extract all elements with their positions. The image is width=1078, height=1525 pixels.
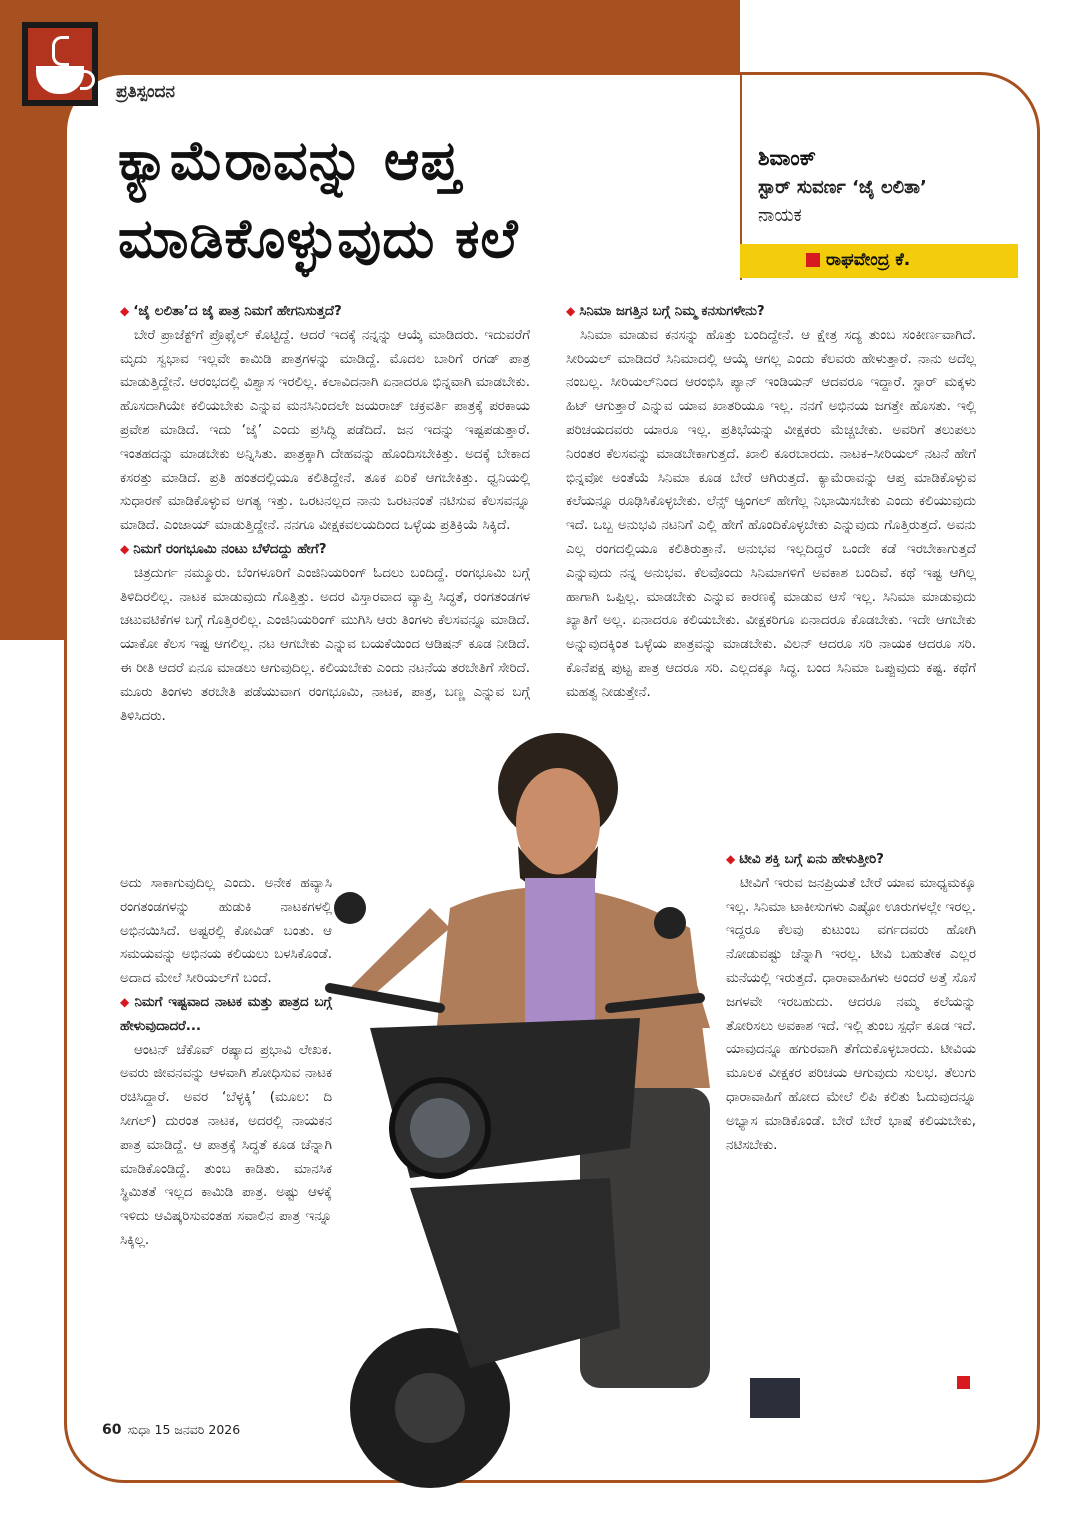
question-5: ◆ ಟೀವಿ ಶಕ್ತಿ ಬಗ್ಗೆ ಏನು ಹೇಳುತ್ತೀರಿ? xyxy=(726,852,884,867)
diamond-bullet-icon: ◆ xyxy=(566,304,576,318)
section-label: ಪ್ರತಿಸ್ಪಂದನ xyxy=(116,82,175,102)
column-2 xyxy=(566,300,976,705)
answer-2-continued: ಅದು ಸಾಕಾಗುವುದಿಲ್ಲ ಎಂದು. ಅನೇಕ ಹವ್ಯಾಸಿ ರಂಗತಂಡಗಳನ್ನು ಹುಡುಕಿ ನಾಟಕಗಳಲ್ಲಿ ಅಭಿನಯಿಸಿದೆ. ಅಷ್ಟರಲ್ಲಿ ಕೋವಿಡ್ ಬಂತು. ಆ ಸಮಯವನ್ನು ಅಭಿನಯ ಕಲಿಯಲು ಬಳಸಿಕೊಂಡೆ. ಅದಾದ ಮೇಲೆ ಸೀರಿಯಲ್‌ಗೆ ಬಂದೆ. xyxy=(120,876,332,987)
diamond-bullet-icon: ◆ xyxy=(726,852,736,866)
question-4: ◆ ಸಿನಿಮಾ ಜಗತ್ತಿನ ಬಗ್ಗೆ ನಿಮ್ಮ ಕನಸುಗಳೇನು? xyxy=(566,304,765,319)
end-mark-icon xyxy=(957,1376,970,1389)
author-bar xyxy=(740,244,1018,278)
diamond-bullet-icon: ◆ xyxy=(120,304,130,318)
coffee-cup-icon xyxy=(36,66,84,94)
diamond-bullet-icon: ◆ xyxy=(120,541,130,556)
diamond-bullet-icon: ◆ xyxy=(120,994,131,1009)
interviewee-role-2: ನಾಯಕ xyxy=(758,205,802,226)
question-2: ◆ ನಿಮಗೆ ರಂಗಭೂಮಿ ನಂಟು ಬೆಳೆದದ್ದು ಹೇಗೆ? xyxy=(120,541,327,557)
steam-icon xyxy=(52,36,69,66)
byline xyxy=(758,144,1018,230)
answer-4: ಸಿನಿಮಾ ಮಾಡುವ ಕನಸನ್ನು ಹೊತ್ತು ಬಂದಿದ್ದೇನೆ. ಆ ಕ್ಷೇತ್ರ ಸದ್ಯ ತುಂಬ ಸಂಕೀರ್ಣವಾಗಿದೆ. ಸೀರಿಯಲ್ ಮಾಡಿದರೆ ಸಿನಿಮಾದಲ್ಲಿ ಆಯ್ಕೆ ಆಗಲ್ಲ ಎಂದು ಕೆಲವರು ಹೇಳುತ್ತಾರೆ. ನಾನು ಅದೆಲ್ಲ ನಂಬಲ್ಲ. ಸೀರಿಯಲ್‌ನಿಂದ ಆರಂಭಿಸಿ ಪ್ಯಾನ್ ಇಂಡಿಯನ್ ಆದವರೂ ಇದ್ದಾರೆ. ಸ್ಟಾರ್ ಮಕ್ಕಳು ಹಿಟ್ ಆಗುತ್ತಾರೆ ಎನ್ನುವ ಯಾವ ಖಾತರಿಯೂ ಇಲ್ಲ. ನನಗೆ ಅಭಿನಯ ಜಗತ್ತೇ ಹೊಸತು. ಇಲ್ಲಿ ಪರಿಚಯದವರು ಯಾರೂ ಇಲ್ಲ. ಪ್ರತಿಭೆಯನ್ನು ವೀಕ್ಷಕರು ಮೆಚ್ಚಬೇಕು. ಅವರಿಗೆ ತಲುಪಲು ನಿರಂತರ ಕೆಲಸವನ್ನು ಮಾಡಬೇಕಾಗುತ್ತದೆ. ಖಾಲಿ ಕೂರಬಾರದು. ನಾಟಕ–ಸೀರಿಯಲ್ ನಟನೆ ಹೇಗೆ ಭಿನ್ನವೋ ಅಂತೆಯೆ ಸಿನಿಮಾ ಕೂಡ ಬೇರೆ ಆಗಿರುತ್ತದೆ. ಕ್ಯಾಮೆರಾವನ್ನು ಆಪ್ತ ಮಾಡಿಕೊಳ್ಳುವ ಕಲೆಯನ್ನೂ ರೂಢಿಸಿಕೊಳ್ಳಬೇಕು. ಲೆನ್ಸ್ ಆ್ಯಂಗಲ್ ಹೇಗೆಲ್ಲ ನಿಭಾಯಿಸಬೇಕು ಎಂದು ಕಲಿಯುವುದು ಇದೆ. ಒಬ್ಬ ಅನುಭವಿ ನಟನಿಗೆ ಎಲ್ಲಿ ಹೇಗೆ ಹೊಂದಿಕೊಳ್ಳಬೇಕು ಎನ್ನುವುದು ಗೊತ್ತಿರುತ್ತದೆ. ಅವನು ಎಲ್ಲ ರಂಗದಲ್ಲಿಯೂ ಕಲಿತಿರುತ್ತಾನೆ. ಅನುಭವ ಇಲ್ಲದಿದ್ದರೆ ಒಂದೇ ಕಡೆ ಇರಬೇಕಾಗುತ್ತದೆ ಎನ್ನುವುದು ನನ್ನ ಅನುಭವ. ಕೆಲವೊಂದು ಸಿನಿಮಾಗಳಿಗೆ ಅವಕಾಶ ಬಂದಿವೆ. ಕಥೆ ಇಷ್ಟ ಆಗಿಲ್ಲ ಹಾಗಾಗಿ ಒಪ್ಪಿಲ್ಲ. ಮಾಡಬೇಕು ಎನ್ನುವ ಕಾರಣಕ್ಕೆ ಮಾಡುವ ಆಸೆ ಇಲ್ಲ. ಸಿನಿಮಾ ಮಾಡುವುದು ಖ್ಯಾತಿಗೆ ಅಲ್ಲ. ಏನಾದರೂ ಕಲಿಯಬೇಕು. ವೀಕ್ಷಕರಿಗೂ ಏನಾದರೂ ಕೊಡಬೇಕು. ಇದೇ ಆಗಬೇಕು ಅನ್ನುವುದಕ್ಕಿಂತ ಒಳ್ಳೆಯ ಪಾತ್ರವನ್ನು ಮಾಡಬೇಕು. ವಿಲನ್ ಆದರೂ ಸರಿ ನಾಯಕ ಆದರೂ ಸರಿ. ಕೊನೆಪಕ್ಷ ಪುಟ್ಟ ಪಾತ್ರ ಆದರೂ ಸರಿ. ಎಲ್ಲದಕ್ಕೂ ಸಿದ್ಧ. ಬಂದ ಸಿನಿಮಾ ಒಪ್ಪುವುದು ಕಷ್ಟ. ಕಥೆಗೆ ಮಹತ್ವ ನೀಡುತ್ತೇನೆ. xyxy=(566,327,976,700)
answer-1: ಬೇರೆ ಪ್ರಾಜೆಕ್ಟ್‌ಗೆ ಪ್ರೊಫೈಲ್ ಕೊಟ್ಟಿದ್ದೆ. ಆದರೆ ಇದಕ್ಕೆ ನನ್ನನ್ನು ಆಯ್ಕೆ ಮಾಡಿದರು. ಇದುವರೆಗೆ ಮೃದು ಸ್ವಭಾವ ಇಲ್ಲವೇ ಕಾಮಿಡಿ ಪಾತ್ರಗಳನ್ನು ಮಾಡಿದ್ದೆ. ಮೊದಲ ಬಾರಿಗೆ ರಗಡ್ ಪಾತ್ರ ಮಾಡುತ್ತಿದ್ದೇನೆ. ಆರಂಭದಲ್ಲಿ ವಿಶ್ವಾಸ ಇರಲಿಲ್ಲ. ಕಲಾವಿದನಾಗಿ ಏನಾದರೂ ಭಿನ್ನವಾಗಿ ಮಾಡಬೇಕು. ಹೊಸದಾಗಿಯೇ ಕಲಿಯಬೇಕು ಎನ್ನುವ ಮನಸಿನಿಂದಲೇ ಜಯರಾಜ್ ಚಕ್ರವರ್ತಿ ಪಾತ್ರಕ್ಕೆ ಪರಕಾಯ ಪ್ರವೇಶ ಮಾಡಿದೆ. ಇದು ‘ಜೈ’ ಎಂದು ಪ್ರಸಿದ್ಧಿ ಪಡೆದಿದೆ. ಜನ ಇದನ್ನು ಇಷ್ಟಪಡುತ್ತಾರೆ. ಇಂತಹದನ್ನು ಮಾಡಬೇಕು ಅನ್ನಿಸಿತು. ಪಾತ್ರಕ್ಕಾಗಿ ದೇಹವನ್ನು ಹೊಂದಿಸಬೇಕಿತ್ತು. ಅದಕ್ಕೆ ಬೇಕಾದ ಕಸರತ್ತು ಮಾಡಿದೆ. ಪ್ರತಿ ಹಂತದಲ್ಲಿಯೂ ಕಲಿತಿದ್ದೇನೆ. ತೂಕ ಏರಿಕೆ ಆಗಬೇಕಿತ್ತು. ಧ್ವನಿಯಲ್ಲಿ ಸುಧಾರಣೆ ಮಾಡಿಕೊಳ್ಳುವ ಅಗತ್ಯ ಇತ್ತು. ಒರಟನಲ್ಲದ ನಾನು ಒರಟನಂತೆ ನಟಿಸುವ ಕೆಲಸವನ್ನೂ ಮಾಡಿದೆ. ಎಂಜಾಯ್ ಮಾಡುತ್ತಿದ್ದೇನೆ. ನನಗೂ ವೀಕ್ಷಕವಲಯದಿಂದ ಒಳ್ಳೆಯ ಪ್ರತಿಕ್ರಿಯೆ ಸಿಕ್ಕಿದೆ. xyxy=(120,327,530,534)
question-3: ◆ ನಿಮಗೆ ಇಷ್ಟವಾದ ನಾಟಕ ಮತ್ತು ಪಾತ್ರದ ಬಗ್ಗೆ ಹೇಳುವುದಾದರೆ... xyxy=(120,994,332,1034)
issue-info: ಸುಧಾ 15 ಜನವರಿ 2026 xyxy=(127,1422,241,1437)
answer-5: ಟೀವಿಗೆ ಇರುವ ಜನಪ್ರಿಯತೆ ಬೇರೆ ಯಾವ ಮಾಧ್ಯಮಕ್ಕೂ ಇಲ್ಲ. ಸಿನಿಮಾ ಟಾಕೀಸುಗಳು ಎಷ್ಟೋ ಊರುಗಳಲ್ಲೇ ಇರಲ್ಲ. ಇದ್ದರೂ ಕೆಲವು ಕುಟುಂಬ ವರ್ಗದವರು ಹೋಗಿ ನೋಡುವಷ್ಟು ಚೆನ್ನಾಗಿ ಇರಲ್ಲ. ಟೀವಿ ಬಹುತೇಕ ಎಲ್ಲರ ಮನೆಯಲ್ಲಿ ಇರುತ್ತದೆ. ಧಾರಾವಾಹಿಗಳು ಅಂದರೆ ಅತ್ತೆ ಸೊಸೆ ಜಗಳವೇ ಇರಬಹುದು. ಆದರೂ ನಮ್ಮ ಕಲೆಯನ್ನು ತೋರಿಸಲು ಅವಕಾಶ ಇದೆ. ಇಲ್ಲಿ ತುಂಬ ಸ್ಪರ್ಧೆ ಕೂಡ ಇದೆ. ಯಾವುದನ್ನೂ ಹಗುರವಾಗಿ ತೆಗೆದುಕೊಳ್ಳಬಾರದು. ಟೀವಿಯ ಮೂಲಕ ವೀಕ್ಷಕರ ಪರಿಚಯ ಆಗುವುದು ಸುಲಭ. ತೆಲುಗು ಧಾರಾವಾಹಿಗೆ ಹೋದ ಮೇಲೆ ಲಿಪಿ ಕಲಿತು ಓದುವುದನ್ನೂ ಅಭ್ಯಾಸ ಮಾಡಿಕೊಂಡೆ. ಬೇರೆ ಬೇರೆ ಭಾಷೆ ಕಲಿಯಬೇಕು, ನಟಿಸಬೇಕು. xyxy=(726,875,976,1153)
interviewee-name: ಶಿವಾಂಕ್ xyxy=(758,146,816,170)
article-headline: ಕ್ಯಾಮೆರಾವನ್ನು ಆಪ್ತ ಮಾಡಿಕೊಳ್ಳುವುದು ಕಲೆ xyxy=(118,129,519,270)
answer-3: ಆಂಟನ್ ಚೆಕೊವ್ ರಷ್ಯಾದ ಪ್ರಭಾವಿ ಲೇಖಕ. ಅವರು ಜೀವನವನ್ನು ಆಳವಾಗಿ ಶೋಧಿಸುವ ನಾಟಕ ರಚಿಸಿದ್ದಾರೆ. ಅವರ ‘ಬೆಳ್ಳಕ್ಕಿ’ (ಮೂಲ: ದಿ ಸೀಗಲ್) ದುರಂತ ನಾಟಕ, ಅದರಲ್ಲಿ ನಾಯಕನ ಪಾತ್ರ ಮಾಡಿದ್ದೆ. ಆ ಪಾತ್ರಕ್ಕೆ ಸಿದ್ಧತೆ ಕೂಡ ಚೆನ್ನಾಗಿ ಮಾಡಿಕೊಂಡಿದ್ದೆ. ತುಂಬ ಕಾಡಿತು. ಮಾನಸಿಕ ಸ್ಥಿಮಿತತೆ ಇಲ್ಲದ ಕಾಮಿಡಿ ಪಾತ್ರ. ಅಷ್ಟು ಆಳಕ್ಕೆ ಇಳಿದು ಆವಿಷ್ಕರಿಸುವಂತಹ ಸವಾಲಿನ ಪಾತ್ರ ಇನ್ನೂ ಸಿಕ್ಕಿಲ್ಲ. xyxy=(120,1042,332,1248)
question-1: ◆ ‘ಜೈ ಲಲಿತಾ’ದ ಜೈ ಪಾತ್ರ ನಿಮಗೆ ಹೇಗನಿಸುತ್ತದೆ? xyxy=(120,304,342,319)
author-name: ರಾಘವೇಂದ್ರ ಕೆ. xyxy=(826,250,911,270)
square-bullet-icon xyxy=(806,253,820,267)
answer-2: ಚಿತ್ರದುರ್ಗ ನಮ್ಮೂರು. ಬೆಂಗಳೂರಿಗೆ ಎಂಜಿನಿಯರಿಂಗ್ ಓದಲು ಬಂದಿದ್ದೆ. ರಂಗಭೂಮಿ ಬಗ್ಗೆ ತಿಳಿದಿರಲಿಲ್ಲ. ನಾಟಕ ಮಾಡುವುದು ಗೊತ್ತಿತ್ತು. ಅದರ ವಿಸ್ತಾರವಾದ ವ್ಯಾಪ್ತಿ ಸಿದ್ಧತೆ, ರಂಗತಂಡಗಳ ಚಟುವಟಿಕೆಗಳ ಬಗ್ಗೆ ಗೊತ್ತಿರಲಿಲ್ಲ. ಎಂಜಿನಿಯರಿಂಗ್ ಮುಗಿಸಿ ಆರು ತಿಂಗಳು ಕೆಲಸವನ್ನೂ ಮಾಡಿದೆ. ಯಾಕೋ ಕೆಲಸ ಇಷ್ಟ ಆಗಲಿಲ್ಲ. ನಟ ಆಗಬೇಕು ಎನ್ನುವ ಬಯಕೆಯಿಂದ ಆಡಿಷನ್ ಕೂಡ ನೀಡಿದೆ. ಈ ರೀತಿ ಆದರೆ ಏನೂ ಮಾಡಲು ಆಗುವುದಿಲ್ಲ. ಕಲಿಯಬೇಕು ಎಂದು ನಟನೆಯ ತರಬೇತಿಗೆ ಸೇರಿದೆ. ಮೂರು ತಿಂಗಳು ತರಬೇತಿ ಪಡೆಯುವಾಗ ರಂಗಭೂಮಿ, ನಾಟಕ, ಪಾತ್ರ, ಬಣ್ಣ ಎನ್ನುವ ಬಗ್ಗೆ ತಿಳಿಸಿದರು. xyxy=(120,565,530,724)
column-1 xyxy=(120,300,530,728)
interviewee-role: ಸ್ಟಾರ್ ಸುವರ್ಣ ‘ಜೈ ಲಲಿತಾ’ xyxy=(758,177,927,198)
actor-on-motorcycle-photo xyxy=(310,728,810,1488)
section-logo xyxy=(22,22,98,106)
column-1-lower xyxy=(120,872,332,1253)
page-number: 60 xyxy=(102,1422,122,1438)
page-footer xyxy=(102,1422,240,1438)
